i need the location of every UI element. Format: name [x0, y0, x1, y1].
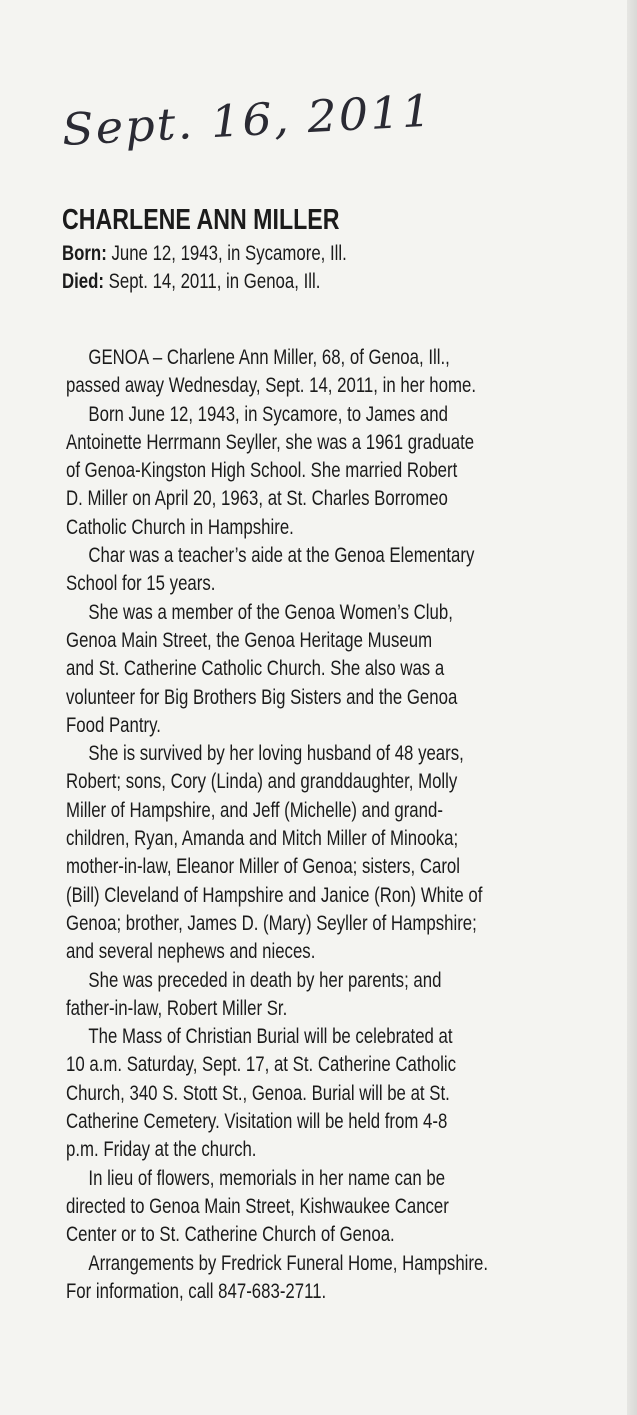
body-line: (Bill) Cleveland of Hampshire and Janice (Ron) White of	[66, 883, 483, 907]
body-line: volunteer for Big Brothers Big Sisters and the Genoa	[66, 685, 458, 709]
body-line: She is survived by her loving husband of 48 years,	[88, 742, 464, 766]
body-line: Catherine Cemetery. Visitation will be held from 4-8	[66, 1110, 448, 1134]
died-line	[62, 270, 320, 294]
body-line: For information, call 847-683-2711.	[66, 1279, 327, 1303]
body-line: She was preceded in death by her parents; and	[88, 968, 442, 992]
body-line: Genoa; brother, James D. (Mary) Seyller of Hampshire;	[66, 911, 477, 935]
body-line: She was a member of the Genoa Women’s Club,	[88, 600, 453, 624]
body-line: Catholic Church in Hampshire.	[66, 515, 294, 539]
body-line: and St. Catherine Catholic Church. She also was a	[66, 657, 445, 681]
body-line: Food Pantry.	[66, 713, 161, 737]
obituary-name: CHARLENE ANN MILLER	[62, 204, 340, 236]
born-line	[62, 242, 347, 266]
born-label: Born:	[62, 242, 107, 265]
body-line: passed away Wednesday, Sept. 14, 2011, in her home.	[66, 374, 476, 398]
body-line: School for 15 years.	[66, 572, 216, 596]
body-line: Robert; sons, Cory (Linda) and granddaughter, Molly	[66, 770, 458, 794]
obituary-body	[66, 344, 594, 1306]
body-line: 10 a.m. Saturday, Sept. 17, at St. Catherine Catholic	[66, 1053, 457, 1077]
scan-edge	[627, 0, 637, 1415]
body-line: directed to Genoa Main Street, Kishwaukee Cancer	[66, 1194, 449, 1218]
body-line: Born June 12, 1943, in Sycamore, to James and	[88, 402, 448, 426]
body-line: father-in-law, Robert Miller Sr.	[66, 996, 288, 1020]
handwritten-date: Sept. 16, 2011	[60, 85, 435, 156]
died-value: Sept. 14, 2011, in Genoa, Ill.	[104, 270, 321, 293]
body-line: Center or to St. Catherine Church of Genoa.	[66, 1223, 395, 1247]
body-line: Antoinette Herrmann Seyller, she was a 1961 graduate	[66, 430, 475, 454]
body-line: GENOA – Charlene Ann Miller, 68, of Genoa, Ill.,	[88, 346, 450, 369]
body-line: and several nephews and nieces.	[66, 940, 316, 964]
body-line: D. Miller on April 20, 1963, at St. Charles Borromeo	[66, 487, 448, 511]
body-line: Char was a teacher’s aide at the Genoa Elementary	[88, 544, 475, 568]
body-line: children, Ryan, Amanda and Mitch Miller of Minooka;	[66, 827, 459, 851]
body-line: Church, 340 S. Stott St., Genoa. Burial will be at St.	[66, 1081, 450, 1105]
body-line: In lieu of flowers, memorials in her name can be	[88, 1166, 446, 1190]
body-line: The Mass of Christian Burial will be celebrated at	[88, 1025, 453, 1049]
died-label: Died:	[62, 270, 104, 293]
body-line: mother-in-law, Eleanor Miller of Genoa; sisters, Carol	[66, 855, 461, 879]
body-line: of Genoa-Kingston High School. She married Robert	[66, 459, 458, 483]
born-value: June 12, 1943, in Sycamore, Ill.	[106, 242, 347, 265]
body-line: Genoa Main Street, the Genoa Heritage Museum	[66, 628, 433, 652]
body-line: Arrangements by Fredrick Funeral Home, Hampshire.	[88, 1251, 489, 1275]
body-line: p.m. Friday at the church.	[66, 1138, 257, 1162]
body-line: Miller of Hampshire, and Jeff (Michelle) and grand-	[66, 798, 443, 822]
